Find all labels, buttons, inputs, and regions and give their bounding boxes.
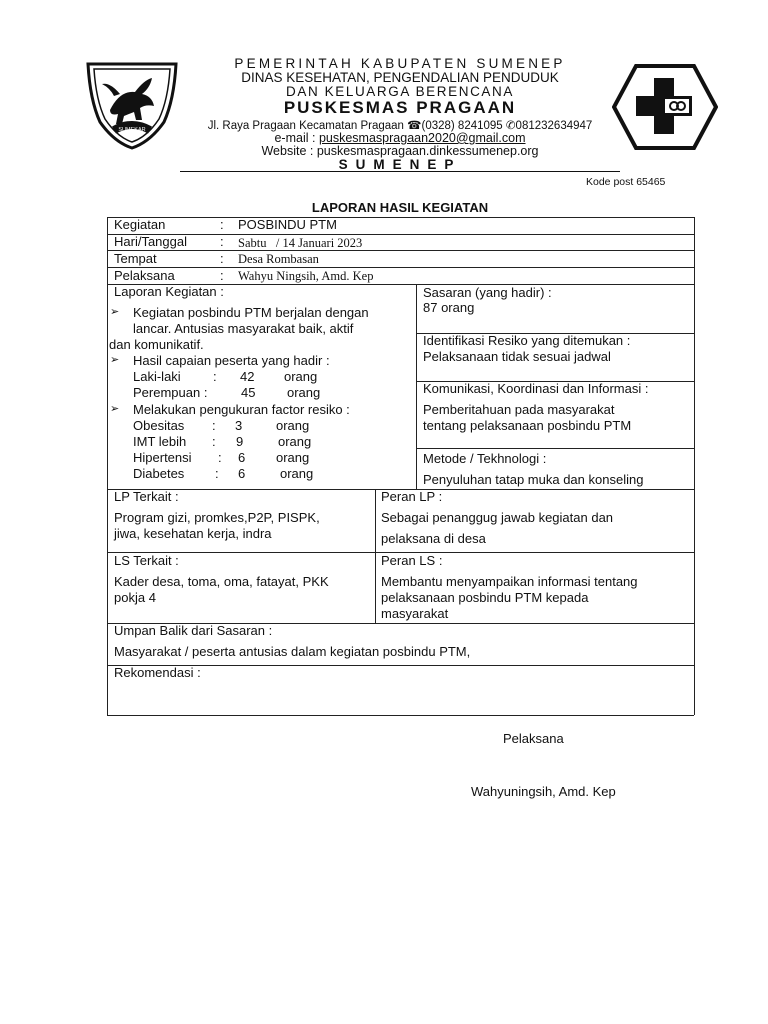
identifikasi-heading: Identifikasi Resiko yang ditemukan : xyxy=(423,333,631,348)
info-value-kegiatan: POSBINDU PTM xyxy=(238,217,337,232)
risk-label: Diabetes xyxy=(133,466,185,481)
info-sep: : xyxy=(220,217,224,232)
risk-value: 6 xyxy=(238,450,246,465)
attendance-sep: : xyxy=(213,369,217,384)
whatsapp-icon: ✆ xyxy=(505,120,516,132)
info-sep: : xyxy=(220,234,224,249)
umpan-balik-text: Masyarakat / peserta antusias dalam kegiatan posbindu PTM, xyxy=(114,644,471,659)
risk-label: Obesitas xyxy=(133,418,185,433)
peran-lp-heading: Peran LP : xyxy=(381,489,443,504)
risk-value: 6 xyxy=(238,466,246,481)
letterhead-city: SUMENEP xyxy=(338,157,462,172)
info-label-hari-tanggal: Hari/Tanggal xyxy=(114,234,187,249)
letterhead-government: PEMERINTAH KABUPATEN SUMENEP xyxy=(234,56,566,71)
laporan-bullet1-line: dan komunikatif. xyxy=(109,337,204,352)
komunikasi-value: tentang pelaksanaan posbindu PTM xyxy=(423,418,632,433)
attendance-unit: orang xyxy=(287,385,321,400)
attendance-label: Laki-laki xyxy=(133,369,181,384)
risk-label: Hipertensi xyxy=(133,450,192,465)
attendance-label: Perempuan : xyxy=(133,385,208,400)
puskesmas-logo xyxy=(612,64,718,150)
risk-label: IMT lebih xyxy=(133,434,187,449)
letterhead-website: Website : puskesmaspragaan.dinkessumenep.org xyxy=(261,144,539,158)
laporan-bullet1-line: Kegiatan posbindu PTM berjalan dengan xyxy=(133,305,369,320)
letterhead-puskesmas-name: PUSKESMAS PRAGAAN xyxy=(283,98,517,117)
report-title: LAPORAN HASIL KEGIATAN xyxy=(311,200,489,215)
attendance-value: 45 xyxy=(241,385,256,400)
laporan-bullet3: Melakukan pengukuran factor resiko : xyxy=(133,402,350,417)
umpan-balik-heading: Umpan Balik dari Sasaran : xyxy=(114,623,273,638)
komunikasi-heading: Komunikasi, Koordinasi dan Informasi : xyxy=(423,381,649,396)
info-value-pelaksana: Wahyu Ningsih, Amd. Kep xyxy=(238,269,374,283)
peran-lp-line: Sebagai penanggug jawab kegiatan dan xyxy=(381,510,614,525)
letterhead-department: DINAS KESEHATAN, PENGENDALIAN PENDUDUK xyxy=(241,70,559,85)
risk-sep: : xyxy=(215,466,219,481)
laporan-heading: Laporan Kegiatan : xyxy=(114,284,224,299)
svg-text:SUMEKAR: SUMEKAR xyxy=(118,127,146,133)
peran-ls-line: Membantu menyampaikan informasi tentang xyxy=(381,574,638,589)
regency-emblem-logo xyxy=(80,60,184,150)
rekomendasi-heading: Rekomendasi : xyxy=(114,665,201,680)
risk-unit: orang xyxy=(278,434,312,449)
metode-heading: Metode / Tekhnologi : xyxy=(423,451,547,466)
info-label-tempat: Tempat xyxy=(114,251,157,266)
email-label: e-mail : xyxy=(274,131,316,145)
phone-number: (0328) 8241095 xyxy=(421,120,503,132)
identifikasi-value: Pelaksanaan tidak sesuai jadwal xyxy=(423,349,611,364)
signature-name: Wahyuningsih, Amd. Kep xyxy=(471,784,616,799)
lp-terkait-line: jiwa, kesehatan kerja, indra xyxy=(114,526,272,541)
info-sep: : xyxy=(220,268,224,283)
peran-ls-line: pelaksanaan posbindu PTM kepada xyxy=(381,590,589,605)
risk-value: 9 xyxy=(236,434,244,449)
risk-sep: : xyxy=(212,418,216,433)
letterhead-department-2: DAN KELUARGA BERENCANA xyxy=(285,84,514,99)
info-value-hari-tanggal: Sabtu / 14 Januari 2023 xyxy=(238,236,363,250)
info-sep: : xyxy=(220,251,224,266)
laporan-bullet1-line: lancar. Antusias masyarakat baik, aktif xyxy=(133,321,354,336)
sasaran-value: 87 orang xyxy=(423,300,475,315)
risk-sep: : xyxy=(218,450,222,465)
letterhead-address-line xyxy=(180,118,620,132)
phone-icon: ☎ xyxy=(407,120,422,132)
risk-unit: orang xyxy=(276,450,310,465)
whatsapp-number: 081232634947 xyxy=(515,120,593,132)
letterhead-email-line xyxy=(180,131,620,145)
postal-code: Kode post 65465 xyxy=(586,176,666,188)
address: Jl. Raya Pragaan Kecamatan Pragaan xyxy=(207,120,404,132)
ls-terkait-heading: LS Terkait : xyxy=(114,553,179,568)
arrow-bullet-icon: ➢ xyxy=(110,403,120,415)
attendance-value: 42 xyxy=(240,369,255,384)
peran-ls-line: masyarakat xyxy=(381,606,449,621)
arrow-bullet-icon: ➢ xyxy=(110,306,120,318)
info-label-pelaksana: Pelaksana xyxy=(114,268,175,283)
ls-terkait-line: pokja 4 xyxy=(114,590,156,605)
risk-unit: orang xyxy=(276,418,310,433)
email-link[interactable]: puskesmaspragaan2020@gmail.com xyxy=(318,131,526,145)
attendance-unit: orang xyxy=(284,369,318,384)
ls-terkait-line: Kader desa, toma, oma, fatayat, PKK xyxy=(114,574,329,589)
risk-sep: : xyxy=(212,434,216,449)
lp-terkait-line: Program gizi, promkes,P2P, PISPK, xyxy=(114,510,320,525)
arrow-bullet-icon: ➢ xyxy=(110,354,120,366)
peran-ls-heading: Peran LS : xyxy=(381,553,443,568)
komunikasi-value: Pemberitahuan pada masyarakat xyxy=(423,402,615,417)
risk-value: 3 xyxy=(235,418,243,433)
info-label-kegiatan: Kegiatan xyxy=(114,217,166,232)
metode-value: Penyuluhan tatap muka dan konseling xyxy=(423,472,644,487)
lp-terkait-heading: LP Terkait : xyxy=(114,489,179,504)
letterhead-divider xyxy=(180,171,620,172)
risk-unit: orang xyxy=(280,466,314,481)
laporan-bullet2: Hasil capaian peserta yang hadir : xyxy=(133,353,330,368)
signature-role: Pelaksana xyxy=(503,731,564,746)
info-value-tempat: Desa Rombasan xyxy=(238,252,319,266)
sasaran-heading: Sasaran (yang hadir) : xyxy=(423,285,552,300)
peran-lp-line: pelaksana di desa xyxy=(381,531,486,546)
